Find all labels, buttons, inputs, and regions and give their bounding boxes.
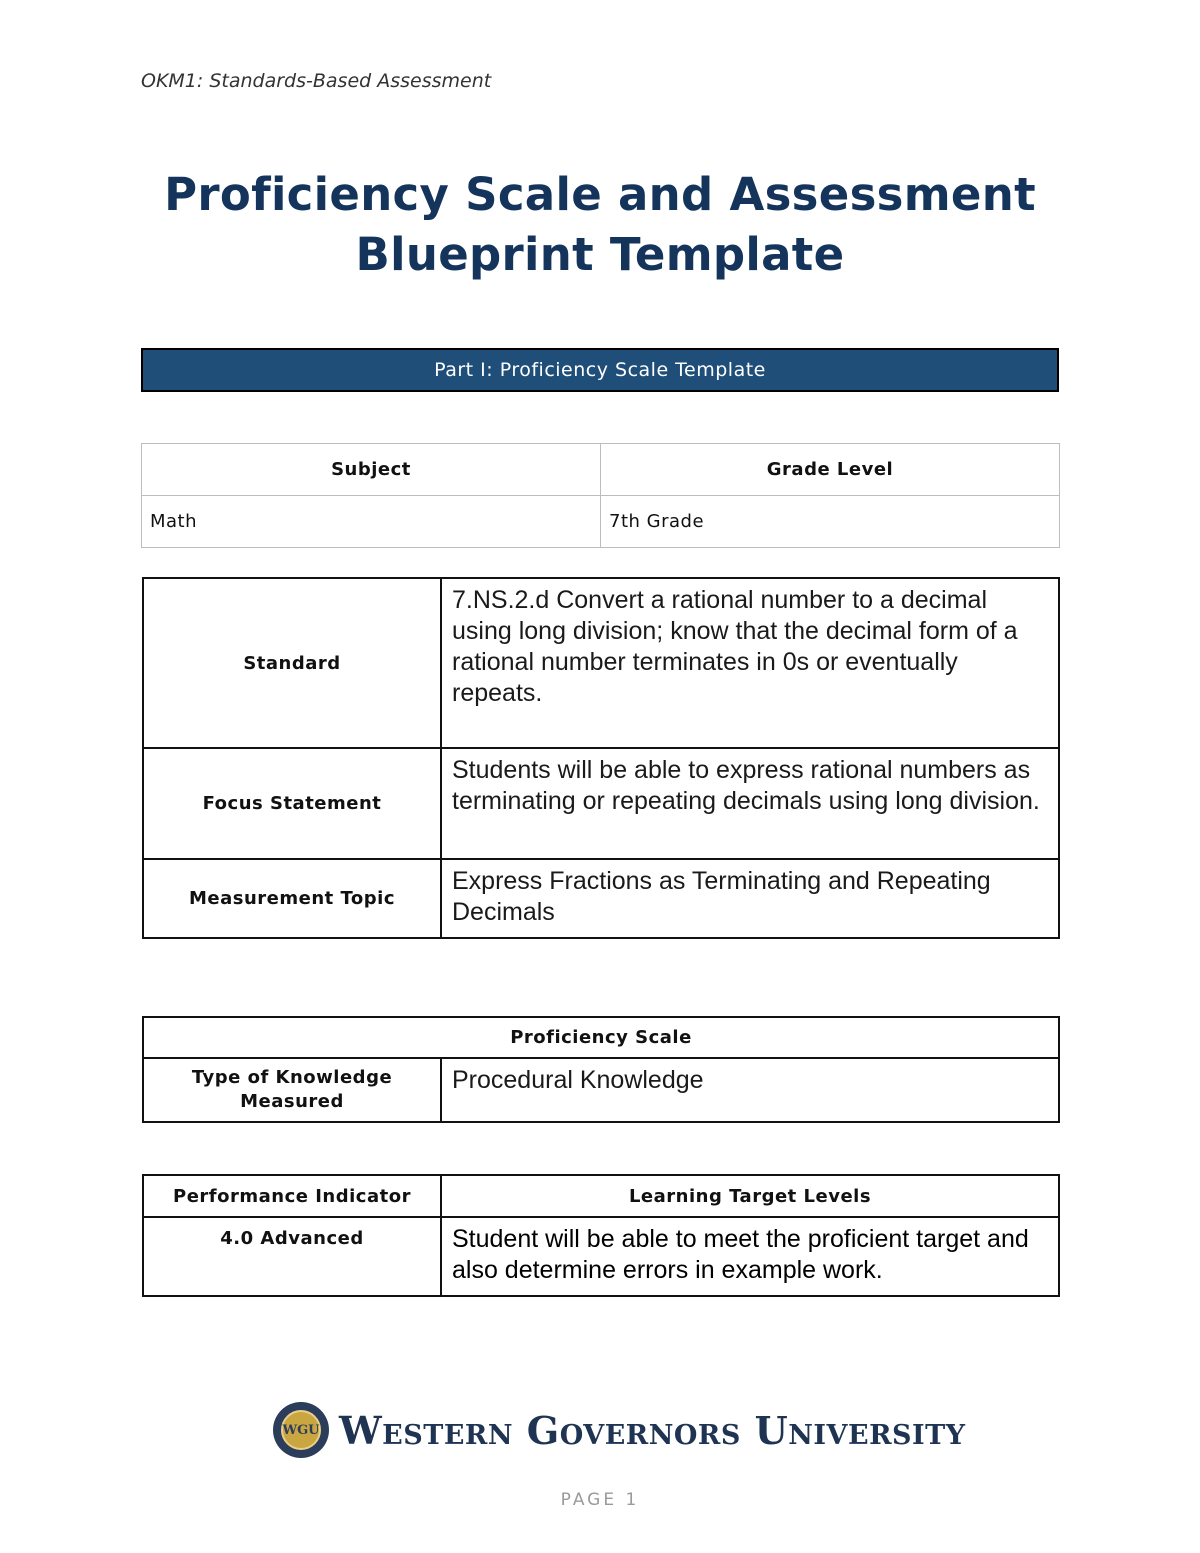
page-title (0, 165, 1200, 285)
grade-level-header: Grade Level (601, 444, 1060, 496)
subject-value: Math (142, 496, 601, 548)
part-banner: Part I: Proficiency Scale Template (141, 348, 1059, 392)
learning-target-text: Student will be able to meet the proficient target and also determine errors in example work. (441, 1217, 1059, 1296)
logo-wordmark: Western Governors University (339, 1407, 966, 1453)
proficiency-scale-table (142, 1016, 1060, 1123)
page-title-line2: Blueprint Template (355, 228, 845, 281)
table-row (143, 1217, 1059, 1296)
wgu-logo (273, 1400, 966, 1460)
knowledge-type-value: Procedural Knowledge (441, 1058, 1059, 1122)
measurement-topic-label: Measurement Topic (143, 859, 441, 938)
page-title-line1: Proficiency Scale and Assessment (164, 168, 1036, 221)
seal-icon (273, 1402, 329, 1458)
learning-target-header: Learning Target Levels (441, 1175, 1059, 1217)
standard-label: Standard (143, 578, 441, 748)
subject-header: Subject (142, 444, 601, 496)
measurement-topic-value: Express Fractions as Terminating and Repeating Decimals (441, 859, 1059, 938)
table-row (143, 748, 1059, 859)
focus-statement-label: Focus Statement (143, 748, 441, 859)
page-number: PAGE 1 (560, 1490, 640, 1510)
focus-statement-value: Students will be able to express rational numbers as terminating or repeating decimals using long division. (441, 748, 1059, 859)
seal-text: WGU (281, 1410, 321, 1450)
standard-value: 7.NS.2.d Convert a rational number to a decimal using long division; know that the decimal form of a rational number terminates in 0s or eventually repeats. (441, 578, 1059, 748)
table-row (143, 578, 1059, 748)
proficiency-scale-header: Proficiency Scale (143, 1017, 1059, 1058)
knowledge-type-label: Type of Knowledge Measured (143, 1058, 441, 1122)
performance-indicator-header: Performance Indicator (143, 1175, 441, 1217)
performance-table (142, 1174, 1060, 1297)
indicator-level: 4.0 Advanced (143, 1217, 441, 1296)
table-row (143, 859, 1059, 938)
running-header: OKM1: Standards-Based Assessment (141, 70, 492, 92)
standard-table (142, 577, 1060, 939)
grade-level-value: 7th Grade (601, 496, 1060, 548)
subject-grade-table (141, 443, 1060, 548)
